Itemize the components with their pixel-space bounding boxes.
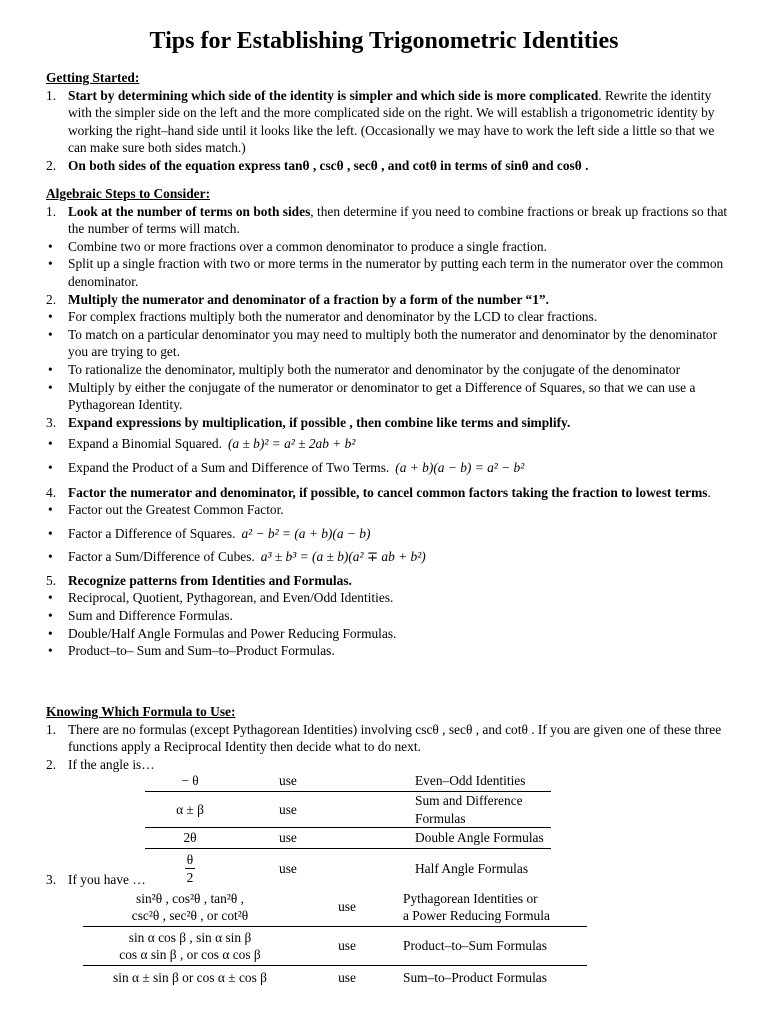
use-cell: use [279, 801, 297, 817]
algebraic-item-5: 5. Recognize patterns from Identities and Formulas. [46, 572, 352, 588]
knowing-item-2: 2. If the angle is… [46, 756, 155, 772]
use-cell: use [338, 899, 356, 915]
angle-cell: − θ [181, 773, 199, 789]
algebraic-steps-heading: Algebraic Steps to Consider: [46, 186, 211, 201]
getting-started-heading: Getting Started: [46, 70, 140, 85]
use-cell: use [279, 861, 297, 877]
formula-cell: Half Angle Formulas [415, 861, 529, 877]
algebraic-2-bullet-4: • Multiply by either the conjugate of the numerator or denominator to get a Difference of Squares, so that we can use a Pythagorean Identity. [24, 379, 730, 414]
algebraic-item-4: 4. Factor the numerator and denominator, if possible, to cancel common factors taking the fraction to lowest terms. [46, 484, 711, 500]
formula-cell: Even–Odd Identities [415, 773, 526, 789]
knowing-item-1: 1. There are no formulas (except Pythagorean Identities) involving cscθ , secθ , and cotθ . If you are given one of these three functions apply a Reciprocal Identity then decide what to do next. [46, 721, 722, 755]
algebraic-steps-section [46, 185, 730, 660]
angle-cell: 2θ [183, 830, 197, 846]
have-cell: sin α ± sin β or cos α ± cos β [113, 970, 267, 986]
algebraic-4-bullet-3: • Factor a Sum/Difference of Cubes. a³ ± b³ = (a ± b)(a² ∓ ab + b²) [24, 548, 730, 566]
have-formula-table [83, 888, 587, 990]
table-row [83, 888, 587, 927]
sum-difference-product-formula: (a + b)(a − b) = a² − b² [395, 459, 525, 475]
use-cell: use [338, 938, 356, 954]
getting-started-section [46, 69, 730, 175]
formula-cell: Pythagorean Identities or a Power Reducing Formula [403, 891, 550, 923]
algebraic-4-bullet-2: • Factor a Difference of Squares. a² − b² = (a + b)(a − b) [24, 525, 730, 543]
have-cell: sin α cos β , sin α sin β cos α sin β , or cos α cos β [119, 930, 261, 962]
table-row [83, 966, 587, 991]
algebraic-1-bullet-1: • Combine two or more fractions over a common denominator to produce a single fraction. [24, 238, 730, 256]
table-row [145, 828, 551, 849]
getting-started-item-2: 2. On both sides of the equation express tanθ , cscθ , secθ , and cotθ in terms of sinθ and cosθ . [46, 157, 589, 173]
algebraic-5-bullet-2: • Sum and Difference Formulas. [24, 607, 730, 625]
angle-cell: α ± β [176, 801, 204, 817]
algebraic-item-2: 2. Multiply the numerator and denominator of a fraction by a form of the number “1”. [46, 291, 549, 307]
algebraic-item-3: 3. Expand expressions by multiplication, if possible , then combine like terms and simplify. [46, 414, 571, 430]
formula-cell: Sum–to–Product Formulas [403, 970, 547, 986]
algebraic-5-bullet-4: • Product–to– Sum and Sum–to–Product Formulas. [24, 642, 730, 660]
use-cell: use [279, 773, 297, 789]
algebraic-2-bullet-3: • To rationalize the denominator, multiply both the numerator and denominator by the conjugate of the denominator [24, 361, 730, 379]
half-angle-fraction: $\frac{\theta}{2}$ [186, 851, 194, 885]
knowing-formula-heading: Knowing Which Formula to Use: [46, 704, 236, 719]
algebraic-3-bullet-1: • Expand a Binomial Squared. (a ± b)² = a² ± 2ab + b² [24, 435, 730, 453]
algebraic-5-bullet-1: • Reciprocal, Quotient, Pythagorean, and Even/Odd Identities. [24, 589, 730, 607]
getting-started-item-1: 1. Start by determining which side of the identity is simpler and which side is more complicated. Rewrite the identity with the simpler side on the left and the more complicated side on the right. We will establish a trigonometric identity by working the right–hand side until it looks like the left. (Occasionally we may have to work the left side a little so that we can make sure both sides match.) [46, 87, 715, 156]
table-row [83, 927, 587, 966]
knowing-item-3: 3. If you have … [46, 872, 146, 887]
page-title: Tips for Establishing Trigonometric Identities [149, 28, 619, 54]
table-row [145, 792, 551, 828]
binomial-squared-formula: (a ± b)² = a² ± 2ab + b² [227, 436, 356, 452]
sum-difference-cubes-formula: a³ ± b³ = (a ± b)(a² ∓ ab + b²) [260, 549, 426, 565]
table-row [145, 771, 551, 792]
algebraic-5-bullet-3: • Double/Half Angle Formulas and Power Reducing Formulas. [24, 625, 730, 643]
algebraic-4-bullet-1: • Factor out the Greatest Common Factor. [24, 501, 730, 519]
algebraic-item-1: 1. Look at the number of terms on both sides, then determine if you need to combine fractions or break up fractions so that the number of terms will match. [46, 203, 728, 237]
have-cell: sin²θ , cos²θ , tan²θ , csc²θ , sec²θ , or cot²θ [131, 891, 249, 923]
use-cell: use [279, 830, 297, 846]
algebraic-2-bullet-2: • To match on a particular denominator you may need to multiply both the numerator and denominator by the denominator you are trying to get. [24, 326, 730, 361]
formula-cell: Sum and Difference Formulas [415, 793, 523, 826]
knowing-formula-section [46, 703, 730, 773]
algebraic-3-bullet-2: • Expand the Product of a Sum and Difference of Two Terms. (a + b)(a − b) = a² − b² [24, 459, 730, 477]
algebraic-2-bullet-1: • For complex fractions multiply both the numerator and denominator by the LCD to clear fractions. [24, 308, 730, 326]
difference-of-squares-formula: a² − b² = (a + b)(a − b) [241, 525, 371, 541]
algebraic-1-bullet-2: • Split up a single fraction with two or more terms in the numerator by putting each term in the numerator over the common denominator. [24, 255, 730, 290]
formula-cell: Double Angle Formulas [415, 830, 544, 846]
use-cell: use [338, 970, 356, 986]
formula-cell: Product–to–Sum Formulas [403, 938, 547, 954]
